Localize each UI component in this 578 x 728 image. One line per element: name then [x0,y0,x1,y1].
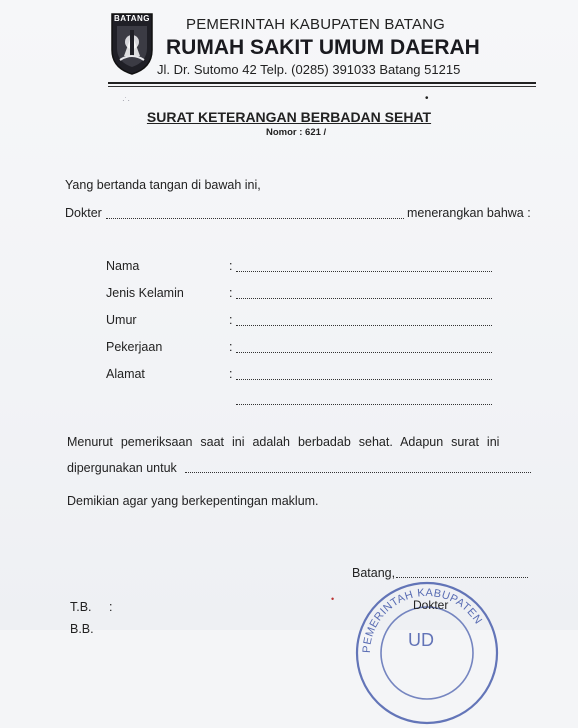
document-title-wrap [0,109,578,127]
purpose-fill-line[interactable] [185,472,531,473]
address-fill-line[interactable] [236,379,492,380]
field-colon: : [229,259,233,273]
declares-text: menerangkan bahwa : [407,206,531,220]
letterhead-rule-thick [108,82,536,84]
height-label: T.B. [70,600,92,614]
name-fill-line[interactable] [236,271,492,272]
closing-text: Demikian agar yang berkepentingan maklum. [67,494,319,508]
scan-mark: • [425,93,429,104]
statement-line-1: Menurut pemeriksaan saat ini adalah berbadab sehat. Adapun surat ini [67,435,500,449]
emblem-caption: BATANG [113,14,151,23]
gender-fill-line[interactable] [236,298,492,299]
scan-mark: • [331,594,335,604]
doctor-label: Dokter [65,206,102,220]
statement-line-2: dipergunakan untuk [67,461,177,475]
document-title: SURAT KETERANGAN BERBADAN SEHAT [146,109,432,125]
doctor-role: Dokter [413,598,449,612]
field-label-gender: Jenis Kelamin [106,286,184,300]
weight-label: B.B. [70,622,94,636]
field-colon: : [229,340,233,354]
stamp-inner-text: UD [408,630,434,650]
doctor-name-line[interactable] [106,218,404,219]
place-label: Batang, [352,566,396,580]
hospital-address: Jl. Dr. Sutomo 42 Telp. (0285) 391033 Batang 51215 [157,62,461,77]
scan-mark: ·˙· [122,96,130,105]
field-colon: : [229,286,233,300]
occupation-fill-line[interactable] [236,352,492,353]
field-colon: : [229,367,233,381]
letterhead-rule-thin [108,86,536,87]
government-name: PEMERINTAH KABUPATEN BATANG [186,16,446,33]
height-colon: : [109,600,113,614]
field-label-occupation: Pekerjaan [106,340,163,354]
field-colon: : [229,313,233,327]
document-number: Nomor : 621 / [266,127,327,138]
field-label-address: Alamat [106,367,145,381]
age-fill-line[interactable] [236,325,492,326]
opening-text: Yang bertanda tangan di bawah ini, [65,178,261,192]
field-label-name: Nama [106,259,140,273]
hospital-name: RUMAH SAKIT UMUM DAERAH [166,36,480,59]
stamp-text: PEMERINTAH KABUPATEN [360,586,485,654]
field-label-age: Umur [106,313,137,327]
address-fill-line-2[interactable] [236,404,492,405]
